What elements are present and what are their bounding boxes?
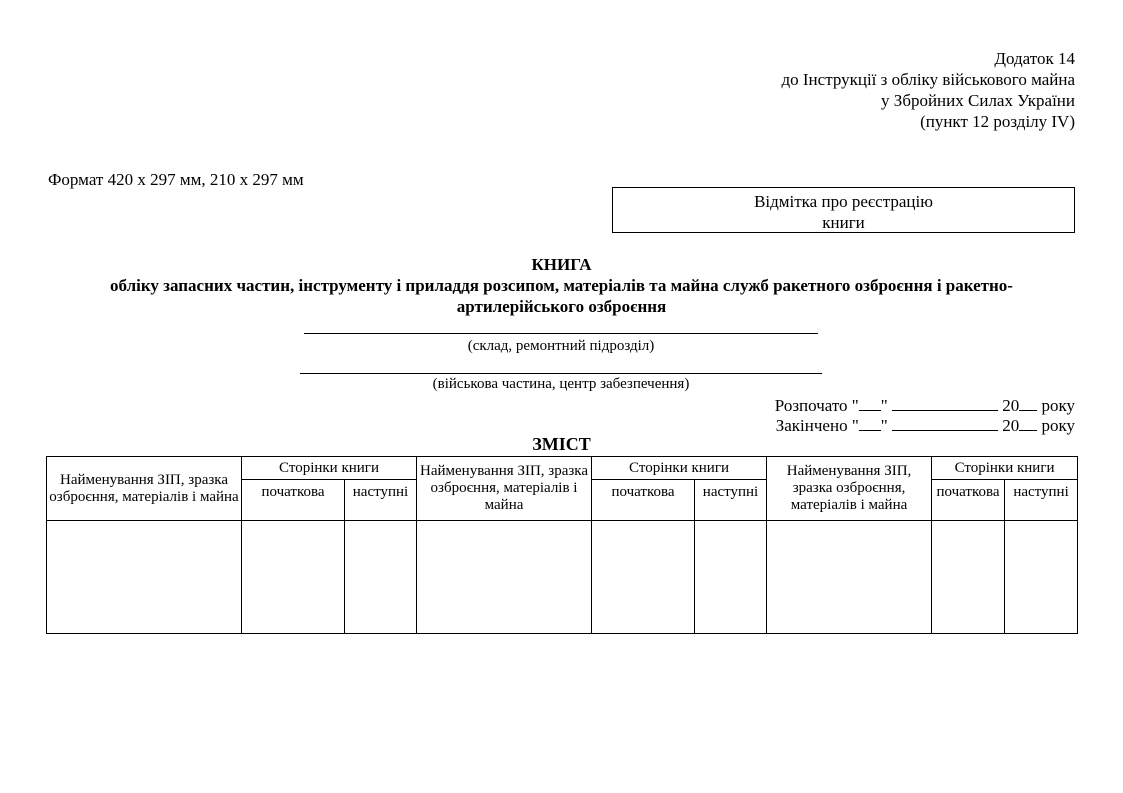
name-header: Найменування ЗІП, зразка озброєння, матеріалів і майна: [47, 457, 242, 521]
year-label: року: [1041, 416, 1075, 435]
table-cell[interactable]: [592, 521, 695, 634]
warehouse-caption: (склад, ремонтний підрозділ): [467, 338, 655, 354]
finished-year-field[interactable]: [1019, 418, 1037, 431]
table-cell[interactable]: [695, 521, 767, 634]
format-note: Формат 420 х 297 мм, 210 х 297 мм: [48, 170, 304, 189]
started-year-field[interactable]: [1019, 398, 1037, 411]
table-cell[interactable]: [767, 521, 932, 634]
year-prefix: 20: [1002, 396, 1020, 415]
table-cell[interactable]: [932, 521, 1005, 634]
next-pages-header: наступні: [695, 480, 767, 521]
started-month-field[interactable]: [892, 398, 998, 411]
pages-header: Сторінки книги: [242, 457, 417, 480]
registration-label: Відмітка про реєстрацію: [754, 192, 933, 211]
appendix-clause: (пункт 12 розділу IV): [920, 112, 1075, 131]
pages-header: Сторінки книги: [932, 457, 1078, 480]
registration-box: [612, 187, 1075, 233]
contents-table: [46, 456, 1078, 634]
table-cell[interactable]: [345, 521, 417, 634]
finished-row: [775, 416, 1075, 436]
appendix-header: [781, 48, 1075, 132]
initial-page-header: початкова: [932, 480, 1005, 521]
pages-header: Сторінки книги: [592, 457, 767, 480]
appendix-number: Додаток 14: [994, 49, 1075, 68]
initial-page-header: початкова: [242, 480, 345, 521]
started-label: Розпочато ": [774, 396, 859, 415]
unit-field-line[interactable]: [300, 373, 822, 374]
table-cell[interactable]: [242, 521, 345, 634]
name-header: Найменування ЗІП, зразка озброєння, матеріалів і майна: [417, 457, 592, 521]
started-row: [775, 396, 1075, 416]
finished-label: Закінчено ": [775, 416, 859, 435]
title-main: КНИГА: [531, 255, 592, 274]
warehouse-field-line[interactable]: [304, 333, 818, 334]
document-title: [40, 254, 1083, 317]
appendix-reference: до Інструкції з обліку військового майна: [781, 70, 1075, 89]
quote-mark: ": [880, 416, 888, 435]
next-pages-header: наступні: [345, 480, 417, 521]
table-cell[interactable]: [47, 521, 242, 634]
year-prefix: 20: [1002, 416, 1020, 435]
title-subtitle-cont: артилерійського озброєння: [456, 297, 667, 316]
contents-heading: ЗМІСТ: [532, 434, 591, 454]
table-row: [47, 521, 1078, 634]
finished-month-field[interactable]: [892, 418, 998, 431]
year-label: року: [1041, 396, 1075, 415]
title-subtitle: обліку запасних частин, інструменту і приладдя розсипом, матеріалів та майна служб ракетного озброєння і ракетно-: [110, 276, 1013, 295]
table-cell[interactable]: [1005, 521, 1078, 634]
dates-block: [775, 396, 1075, 436]
quote-mark: ": [880, 396, 888, 415]
table-cell[interactable]: [417, 521, 592, 634]
next-pages-header: наступні: [1005, 480, 1078, 521]
name-header: Найменування ЗІП, зразка озброєння, матеріалів і майна: [767, 457, 932, 521]
started-day-field[interactable]: [859, 398, 881, 411]
unit-caption: (військова частина, центр забезпечення): [432, 376, 690, 392]
finished-day-field[interactable]: [859, 418, 881, 431]
registration-label-cont: книги: [822, 213, 865, 232]
initial-page-header: початкова: [592, 480, 695, 521]
appendix-reference-cont: у Збройних Силах України: [881, 91, 1075, 110]
